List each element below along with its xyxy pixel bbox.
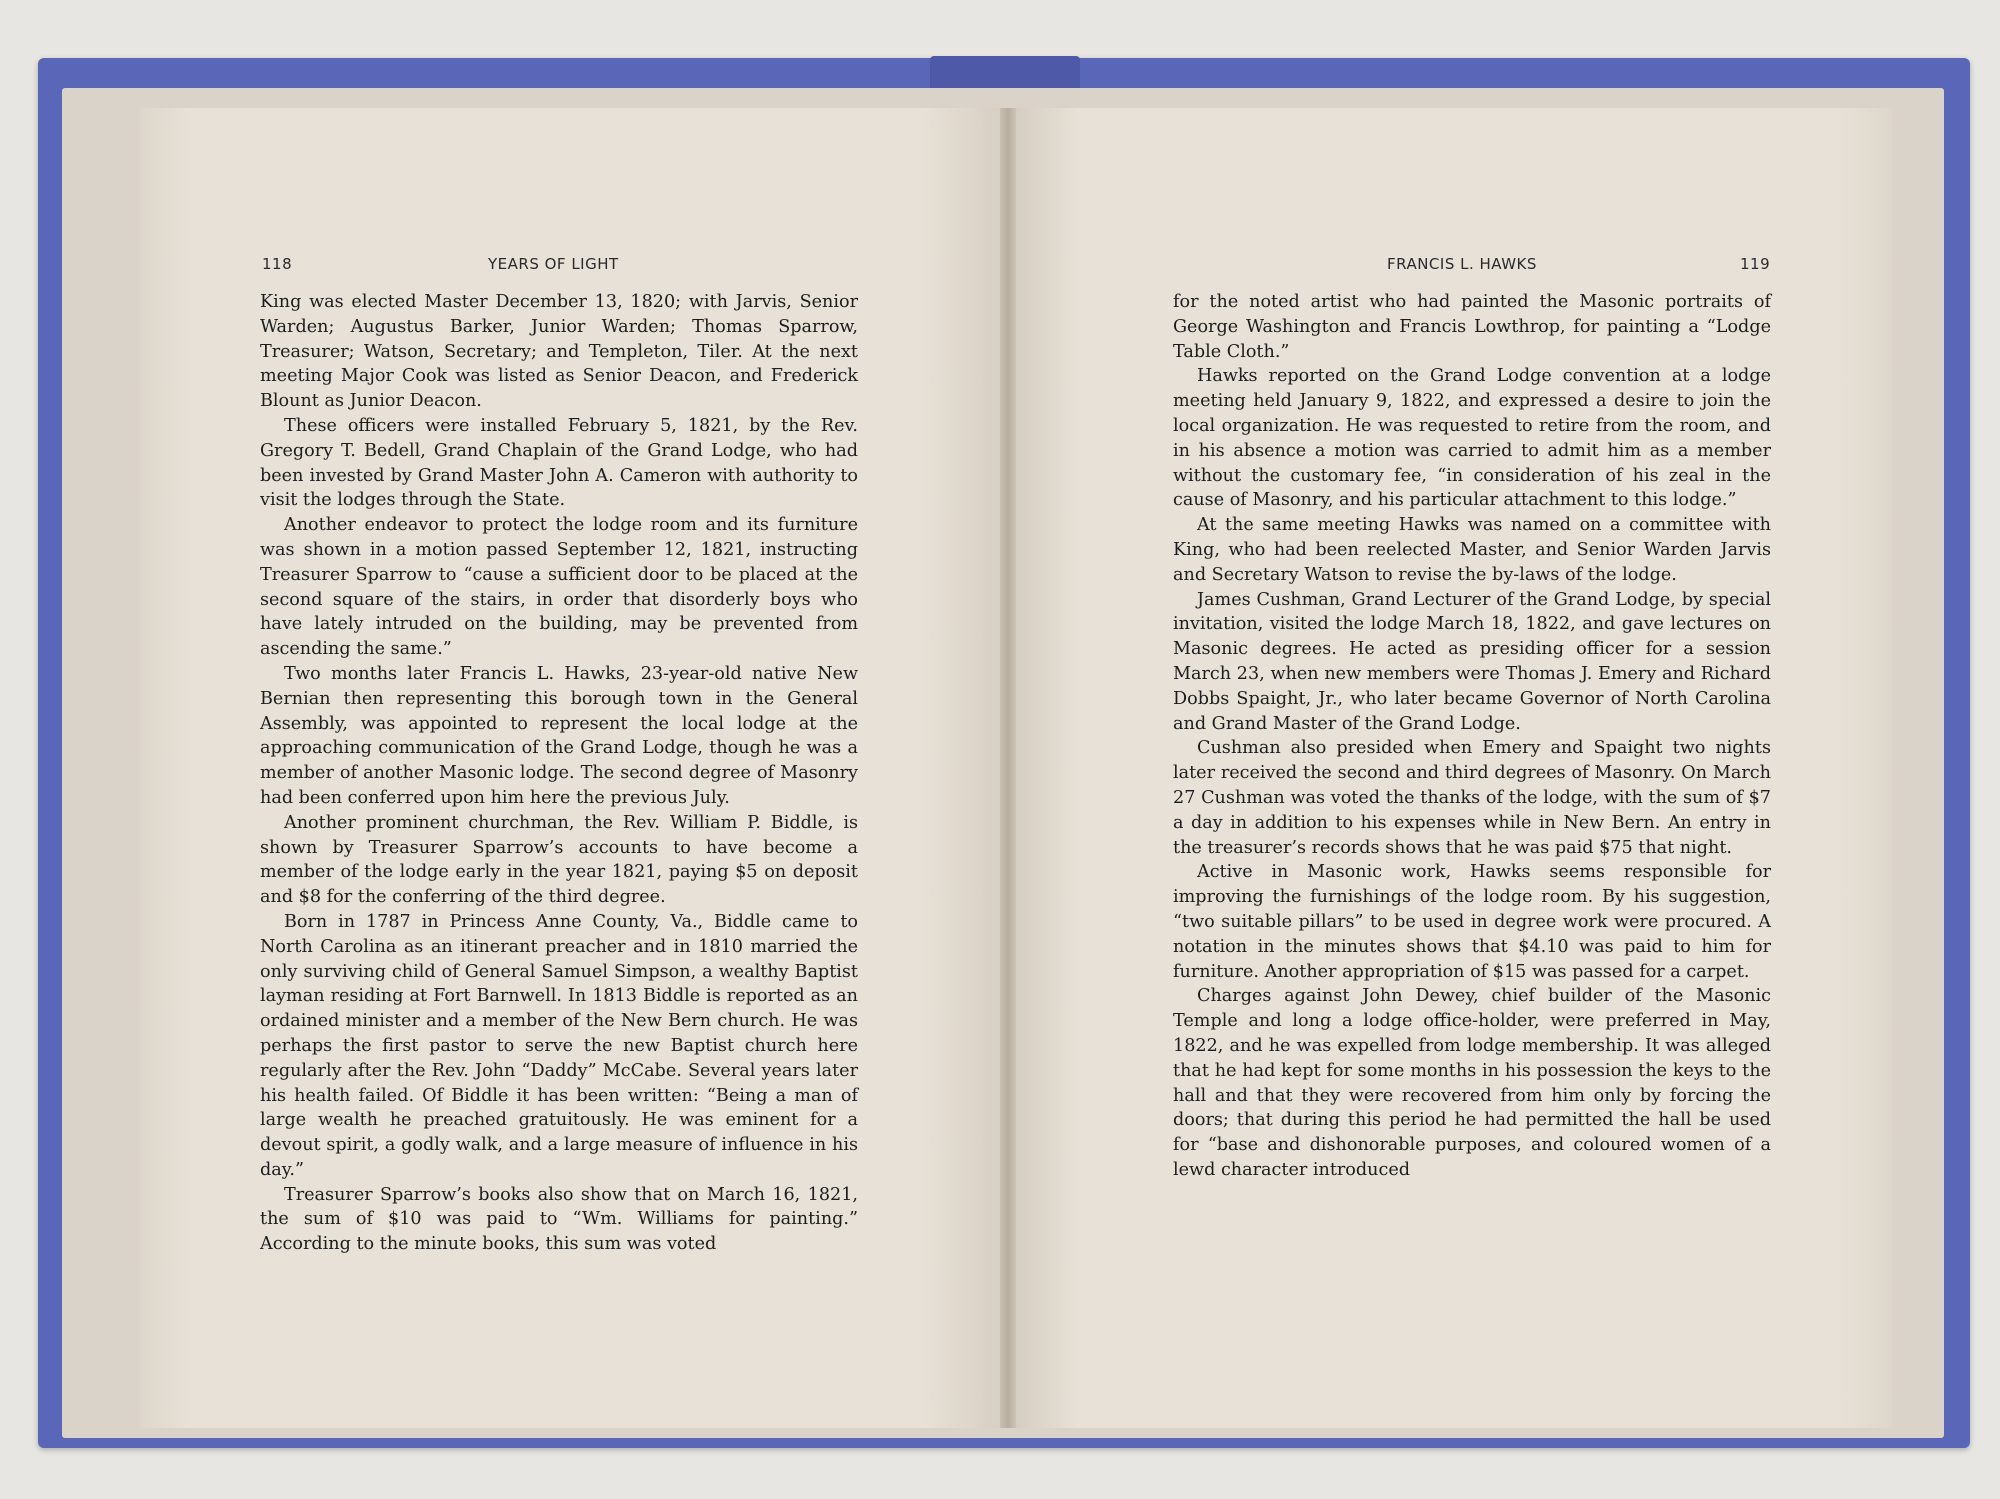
paragraph: These officers were installed February 5, 1821, by the Rev. Gregory T. Bedell, Grand Chaplain of the Grand Lodge, who had been invested by Grand Master John A. Cameron with authority to visit the lodges through the State. — [260, 415, 858, 511]
paragraph: Two months later Francis L. Hawks, 23-year-old native New Bernian then representing this borough town in the General Assembly, was appointed to represent the local lodge at the approaching communication of the Grand Lodge, though he was a member of another Masonic lodge. The second degree of Masonry had been conferred upon him here the previous July. — [260, 663, 858, 808]
right-page-body — [1173, 290, 1771, 1183]
paragraph: Born in 1787 in Princess Anne County, Va., Biddle came to North Carolina as an itinerant preacher and in 1810 married the only surviving child of General Samuel Simpson, a wealthy Baptist layman residing at Fort Barnwell. In 1813 Biddle is reported as an ordained minister and a member of the New Bern church. He was perhaps the first pastor to serve the new Baptist church here regularly after the Rev. John “Daddy” McCabe. Several years later his health failed. Of Biddle it has been written: “Being a man of large wealth he preached gratuitously. He was eminent for a devout spirit, a godly walk, and a large measure of influence in his day.” — [260, 911, 858, 1180]
paragraph: Hawks reported on the Grand Lodge convention at a lodge meeting held January 9, 1822, and expressed a desire to join the local organization. He was requested to retire from the room, and in his absence a motion was carried to admit him as a member without the customary fee, “in consideration of his zeal in the cause of Masonry, and his particular attachment to this lodge.” — [1173, 366, 1771, 511]
paragraph: Active in Masonic work, Hawks seems responsible for improving the furnishings of the lodge room. By his suggestion, “two suitable pillars” to be used in degree work were procured. A notation in the minutes shows that $4.10 was paid to him for furniture. Another appropriation of $15 was passed for a carpet. — [1173, 862, 1771, 982]
paragraph: Charges against John Dewey, chief builder of the Masonic Temple and long a lodge office-holder, were preferred in May, 1822, and he was expelled from lodge membership. It was alleged that he had kept for some months in his possession the keys to the hall and that they were recovered from him only by forcing the doors; that during this period he had permitted the hall be used for “base and dishonorable purposes, and coloured women of a lewd character introduced — [1173, 986, 1771, 1180]
paragraph: King was elected Master December 13, 1820; with Jarvis, Senior Warden; Augustus Barker, Junior Warden; Thomas Sparrow, Treasurer; Watson, Secretary; and Templeton, Tiler. At the next meeting Major Cook was listed as Senior Deacon, and Frederick Blount as Junior Deacon. — [260, 292, 858, 412]
left-page-body — [260, 290, 858, 1257]
book-gutter — [1000, 108, 1016, 1428]
paragraph: At the same meeting Hawks was named on a committee with King, who had been reelected Master, and Senior Warden Jarvis and Secretary Watson to revise the by-laws of the lodge. — [1173, 515, 1771, 585]
paragraph: James Cushman, Grand Lecturer of the Grand Lodge, by special invitation, visited the lodge March 18, 1822, and gave lectures on Masonic degrees. He acted as presiding officer for a session March 23, when new members were Thomas J. Emery and Richard Dobbs Spaight, Jr., who later became Governor of North Carolina and Grand Master of the Grand Lodge. — [1173, 589, 1771, 734]
book-spine — [930, 56, 1080, 92]
right-page-number: 119 — [1740, 255, 1771, 273]
paragraph: Cushman also presided when Emery and Spaight two nights later received the second and third degrees of Masonry. On March 27 Cushman was voted the thanks of the lodge, with the sum of $7 a day in addition to his expenses while in New Bern. An entry in the treasurer’s records shows that he was paid $75 that night. — [1173, 738, 1771, 858]
left-running-title: YEARS OF LIGHT — [488, 255, 619, 273]
left-page-number: 118 — [262, 255, 293, 273]
paragraph: for the noted artist who had painted the Masonic portraits of George Washington and Francis Lowthrop, for painting a “Lodge Table Cloth.” — [1173, 292, 1771, 362]
paragraph: Another prominent churchman, the Rev. William P. Biddle, is shown by Treasurer Sparrow’s accounts to have become a member of the lodge early in the year 1821, paying $5 on deposit and $8 for the conferring of the third degree. — [260, 812, 858, 908]
right-running-title: FRANCIS L. HAWKS — [1387, 255, 1537, 273]
paragraph: Treasurer Sparrow’s books also show that on March 16, 1821, the sum of $10 was paid to “Wm. Williams for painting.” According to the minute books, this sum was voted — [260, 1184, 858, 1255]
paragraph: Another endeavor to protect the lodge room and its furniture was shown in a motion passed September 12, 1821, instructing Treasurer Sparrow to “cause a sufficient door to be placed at the second square of the stairs, in order that disorderly boys who have lately intruded on the building, may be prevented from ascending the same.” — [260, 515, 858, 660]
